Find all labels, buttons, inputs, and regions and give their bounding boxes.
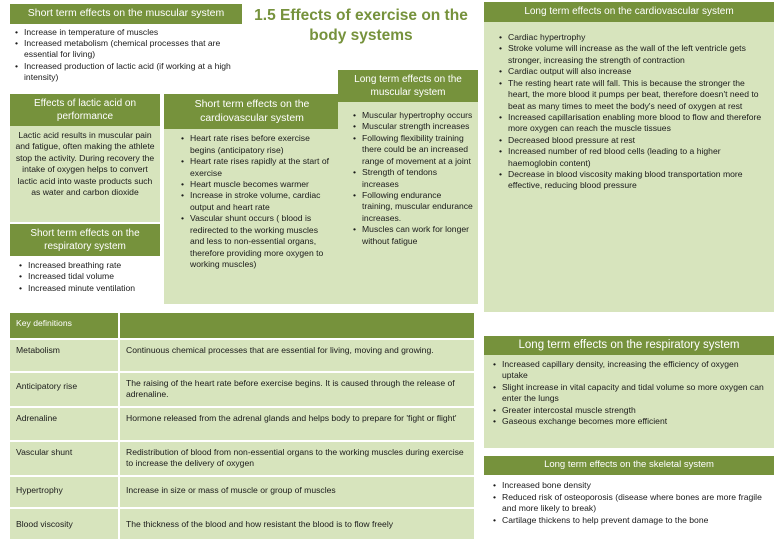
table-row bbox=[10, 408, 474, 440]
list-item: • Following flexibility training there could be an increased range of movement at a joint bbox=[362, 133, 474, 167]
lactic-acid-heading: Effects of lactic acid on performance bbox=[10, 94, 160, 126]
list-item: • Cartilage thickens to help prevent damage to the bone bbox=[502, 515, 766, 526]
definition-text: Hormone released from the adrenal glands and helps body to prepare for 'fight or flight' bbox=[118, 408, 474, 440]
definition-text: The raising of the heart rate before exercise begins. It is caused through the release of adrenaline. bbox=[118, 373, 474, 406]
list-item: • Greater intercostal muscle strength bbox=[502, 405, 766, 416]
short-cardio-heading: Short term effects on the cardiovascular system bbox=[164, 94, 340, 129]
list-item: • Increased bone density bbox=[502, 480, 766, 491]
long-cardio-section bbox=[484, 2, 774, 312]
definitions-heading: Key definitions bbox=[10, 313, 116, 338]
long-skeletal-heading: Long term effects on the skeletal system bbox=[484, 456, 774, 475]
definition-term: Adrenaline bbox=[16, 413, 58, 423]
short-respiratory-list bbox=[10, 256, 160, 294]
list-item: • Increased tidal volume bbox=[28, 271, 156, 282]
list-item: • Increased capillarisation enabling more blood to flow and therefore more oxygen can reach the muscle tissues bbox=[508, 112, 766, 135]
long-muscular-heading: Long term effects on the muscular system bbox=[338, 70, 478, 102]
short-muscular-list bbox=[10, 24, 250, 84]
list-item: • Gaseous exchange becomes more efficient bbox=[502, 416, 766, 427]
short-muscular-section bbox=[10, 4, 250, 92]
definition-term: Metabolism bbox=[16, 345, 60, 355]
list-item: • Vascular shunt occurs ( blood is redirected to the working muscles and less to non-essential organs, therefore providing more oxygen to working muscles) bbox=[190, 213, 334, 270]
list-item: • Increased capillary density, increasing the efficiency of oxygen uptake bbox=[502, 359, 766, 382]
list-item: • Heart rate rises rapidly at the start of exercise bbox=[190, 156, 334, 179]
long-respiratory-list bbox=[484, 355, 774, 428]
table-row bbox=[10, 442, 474, 475]
list-item: • Decreased blood pressure at rest bbox=[508, 135, 766, 146]
table-row bbox=[10, 340, 474, 371]
list-item: • Stroke volume will increase as the wall of the left ventricle gets stronger, increasing the strength of contraction bbox=[508, 43, 766, 66]
list-item: • Cardiac output will also increase bbox=[508, 66, 766, 77]
short-cardio-section bbox=[164, 94, 340, 304]
long-muscular-list bbox=[338, 102, 478, 247]
definition-term: Blood viscosity bbox=[16, 519, 73, 529]
definition-term: Hypertrophy bbox=[16, 485, 63, 495]
definition-term: Vascular shunt bbox=[16, 447, 73, 457]
lactic-acid-text: Lactic acid results in muscular pain and fatigue, often making the athlete stop the activity. During recovery the intake of oxygen helps to convert lactic acid into waste products such as water and carbon dioxide bbox=[15, 130, 155, 198]
definitions-header-row bbox=[10, 313, 474, 338]
list-item: • Muscles can work for longer without fatigue bbox=[362, 224, 474, 247]
list-item: • Muscular hypertrophy occurs bbox=[362, 110, 474, 121]
long-cardio-list bbox=[484, 22, 774, 192]
list-item: • Heart muscle becomes warmer bbox=[190, 179, 334, 190]
short-respiratory-section bbox=[10, 224, 160, 300]
list-item: • Heart rate rises before exercise begins (anticipatory rise) bbox=[190, 133, 334, 156]
page-title: 1.5 Effects of exercise on the body systems bbox=[254, 7, 468, 45]
list-item: • Decrease in blood viscosity making blood transportation more effective, reducing blood pressure bbox=[508, 169, 766, 192]
lactic-acid-section bbox=[10, 94, 160, 222]
list-item: • Strength of tendons increases bbox=[362, 167, 474, 190]
long-muscular-section bbox=[338, 70, 478, 304]
list-item: • Slight increase in vital capacity and tidal volume so more oxygen can enter the lungs bbox=[502, 382, 766, 405]
definition-term: Anticipatory rise bbox=[16, 381, 78, 391]
table-row bbox=[10, 477, 474, 507]
definition-text: Continuous chemical processes that are essential for living, moving and growing. bbox=[118, 340, 474, 371]
table-row bbox=[10, 373, 474, 406]
list-item: • Reduced risk of osteoporosis (disease where bones are more fragile and more likely to break) bbox=[502, 492, 766, 515]
key-definitions-table bbox=[10, 313, 474, 539]
short-cardio-list bbox=[164, 129, 340, 270]
list-item: • Increased number of red blood cells (leading to a higher haemoglobin content) bbox=[508, 146, 766, 169]
list-item: • Muscular strength increases bbox=[362, 121, 474, 132]
long-respiratory-heading: Long term effects on the respiratory system bbox=[484, 336, 774, 355]
long-skeletal-list bbox=[484, 475, 774, 526]
definition-text: Increase in size or mass of muscle or group of muscles bbox=[118, 477, 474, 507]
definition-text: The thickness of the blood and how resistant the blood is to flow freely bbox=[118, 509, 474, 539]
long-respiratory-section bbox=[484, 336, 774, 448]
list-item: • Following endurance training, muscular endurance increases. bbox=[362, 190, 474, 224]
table-row bbox=[10, 509, 474, 539]
list-item: • Increase in stroke volume, cardiac output and heart rate bbox=[190, 190, 334, 213]
list-item: • Cardiac hypertrophy bbox=[508, 32, 766, 43]
definitions-heading-blank bbox=[118, 313, 474, 338]
list-item: • Increased minute ventilation bbox=[28, 283, 156, 294]
short-respiratory-heading: Short term effects on the respiratory system bbox=[10, 224, 160, 256]
list-item: • Increased metabolism (chemical processes that are essential for living) bbox=[24, 38, 246, 61]
long-cardio-heading: Long term effects on the cardiovascular system bbox=[484, 2, 774, 22]
list-item: • The resting heart rate will fall. This is because the stronger the heart, the more blood it pumps per beat, therefore doesn't need to beat as many times to meet the body's need of oxygen at rest bbox=[508, 78, 766, 112]
definition-text: Redistribution of blood from non-essential organs to the working muscles during exercise to increase the delivery of oxygen bbox=[118, 442, 474, 475]
list-item: • Increase in temperature of muscles bbox=[24, 27, 246, 38]
long-skeletal-section bbox=[484, 456, 774, 538]
short-muscular-heading: Short term effects on the muscular system bbox=[10, 4, 242, 24]
list-item: • Increased production of lactic acid (if working at a high intensity) bbox=[24, 61, 246, 84]
list-item: • Increased breathing rate bbox=[28, 260, 156, 271]
